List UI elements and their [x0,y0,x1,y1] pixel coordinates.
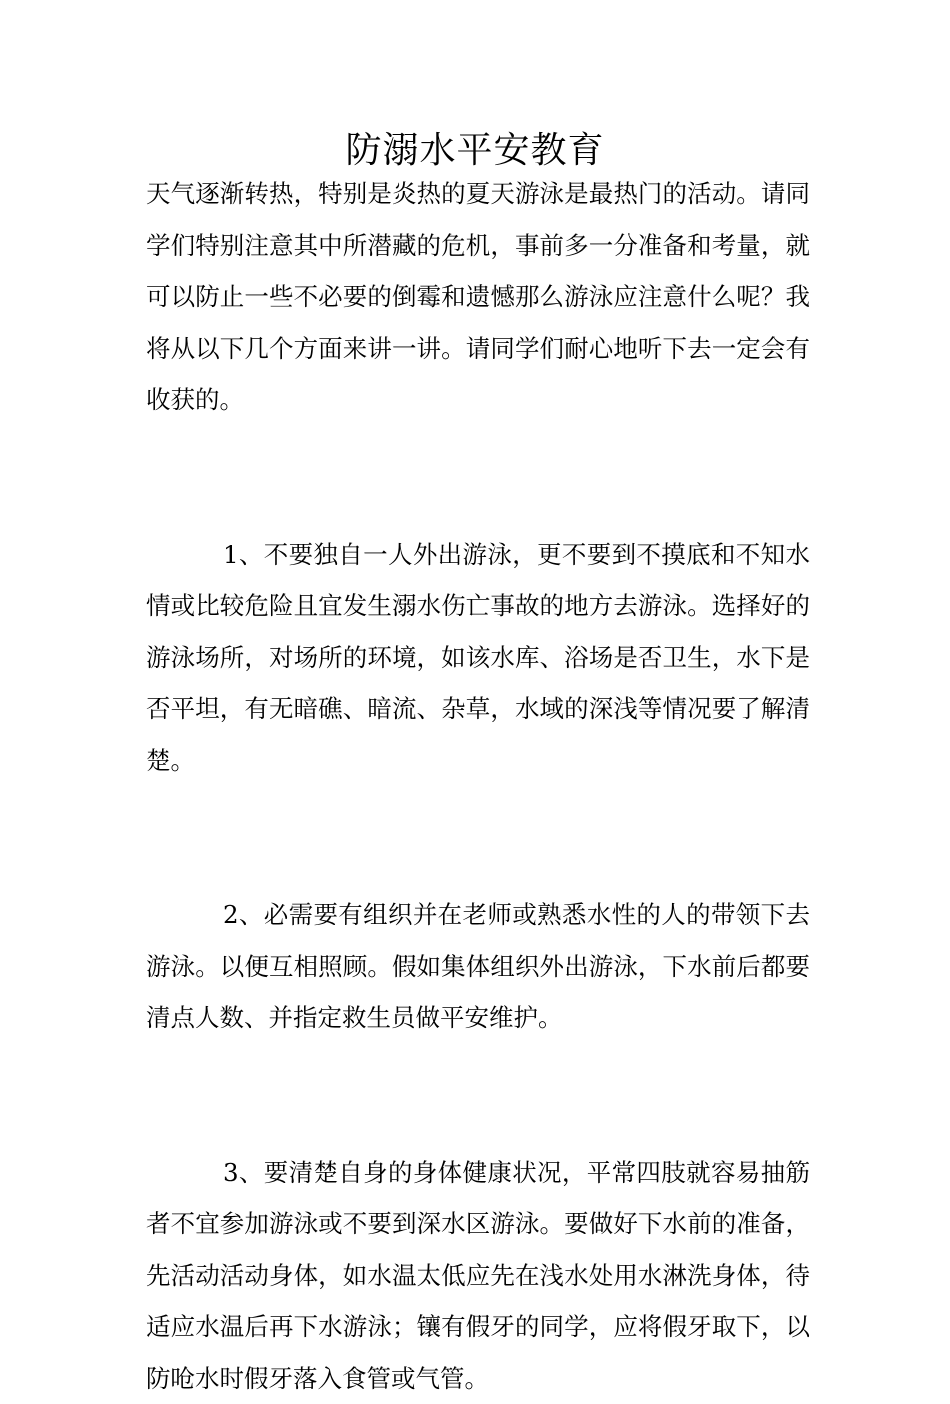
paragraph-item-1: 1、不要独自一人外出游泳，更不要到不摸底和不知水情或比较危险且宜发生溺水伤亡事故的地方去游泳。选择好的游泳场所，对场所的环境，如该水库、浴场是否卫生，水下是否平坦，有无暗礁、暗流、杂草，水域的深浅等情况要了解清楚。 [146,529,810,787]
document-body [146,168,810,1404]
paragraph-item-3: 3、要清楚自身的身体健康状况，平常四肢就容易抽筋者不宜参加游泳或不要到深水区游泳。要做好下水前的准备，先活动活动身体，如水温太低应先在浅水处用水淋洗身体，待适应水温后再下水游泳；镶有假牙的同学，应将假牙取下，以防呛水时假牙落入食管或气管。 [146,1147,810,1404]
paragraph-item-2: 2、必需要有组织并在老师或熟悉水性的人的带领下去游泳。以便互相照顾。假如集体组织外出游泳，下水前后都要清点人数、并指定救生员做平安维护。 [146,889,810,1044]
document-title: 防溺水平安教育 [0,126,950,176]
intro-paragraph: 天气逐渐转热，特别是炎热的夏天游泳是最热门的活动。请同学们特别注意其中所潜藏的危机，事前多一分准备和考量，就可以防止一些不必要的倒霉和遗憾那么游泳应注意什么呢？我将从以下几个方面来讲一讲。请同学们耐心地听下去一定会有收获的。 [146,168,810,426]
